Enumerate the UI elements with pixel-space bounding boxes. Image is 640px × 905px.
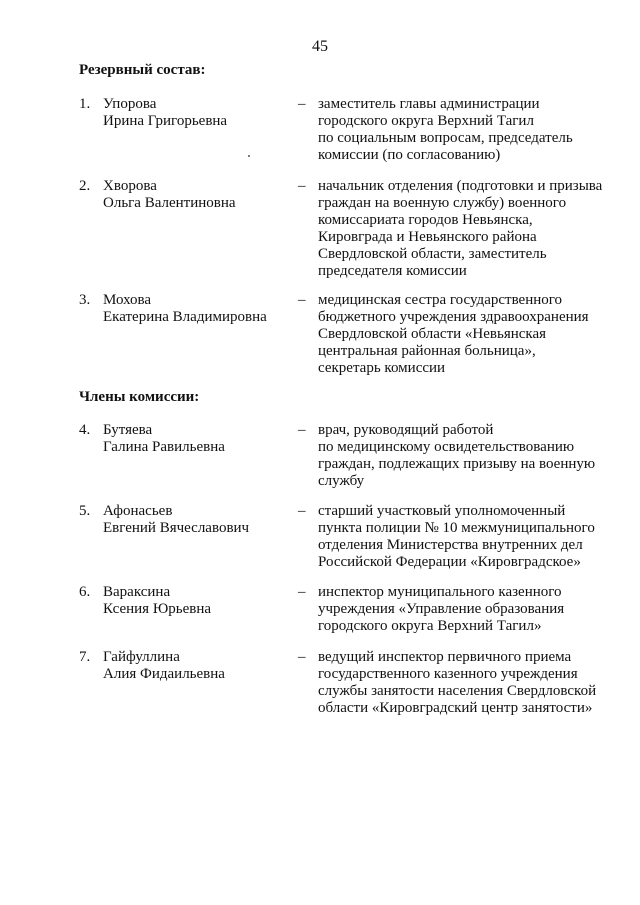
surname: Упорова	[103, 96, 157, 112]
item-number: 5.	[79, 503, 91, 519]
given-names: Алия Фидаильевна	[103, 666, 225, 682]
desc-line: государственного казенного учреждения	[318, 666, 578, 682]
person-name	[103, 178, 288, 212]
desc-line: начальник отделения (подготовки и призыва	[318, 178, 603, 194]
dash: –	[298, 422, 306, 438]
desc-line: пункта полиции № 10 межмуниципального	[318, 520, 595, 536]
dash: –	[298, 96, 306, 112]
desc-line: заместитель главы администрации	[318, 96, 540, 112]
position-description	[318, 649, 618, 717]
position-description	[318, 503, 618, 571]
person-name	[103, 584, 288, 618]
desc-line: инспектор муниципального казенного	[318, 584, 562, 600]
desc-line: старший участковый уполномоченный	[318, 503, 566, 519]
given-names: Екатерина Владимировна	[103, 309, 267, 325]
desc-line: Российской Федерации «Кировградское»	[318, 554, 581, 570]
surname: Вараксина	[103, 584, 171, 600]
section-heading-reserve: Резервный состав:	[79, 62, 206, 78]
desc-line: службу	[318, 473, 365, 489]
given-names: Ксения Юрьевна	[103, 601, 212, 617]
desc-line: медицинская сестра государственного	[318, 292, 563, 308]
item-number: 6.	[79, 584, 91, 600]
dash: –	[298, 178, 306, 194]
desc-line: Свердловской области, заместитель	[318, 246, 547, 262]
position-description	[318, 422, 618, 490]
surname: Бутяева	[103, 422, 153, 438]
desc-line: комиссии (по согласованию)	[318, 147, 501, 163]
dash: –	[298, 292, 306, 308]
position-description	[318, 178, 618, 280]
desc-line: по медицинскому освидетельствованию	[318, 439, 575, 455]
given-names: Галина Равильевна	[103, 439, 225, 455]
position-description	[318, 584, 618, 635]
given-names: Ирина Григорьевна	[103, 113, 228, 129]
surname: Афонасьев	[103, 503, 173, 519]
item-number: 7.	[79, 649, 91, 665]
given-names: Ольга Валентиновна	[103, 195, 236, 211]
dash: –	[298, 584, 306, 600]
desc-line: врач, руководящий работой	[318, 422, 494, 438]
item-number: 2.	[79, 178, 91, 194]
desc-line: бюджетного учреждения здравоохранения	[318, 309, 589, 325]
surname: Гайфуллина	[103, 649, 180, 665]
position-description	[318, 292, 618, 377]
desc-line: центральная районная больница»,	[318, 343, 536, 359]
given-names: Евгений Вячеславович	[103, 520, 250, 536]
desc-line: службы занятости населения Свердловской	[318, 683, 597, 699]
person-name	[103, 96, 288, 130]
desc-line: граждан, подлежащих призыву на военную	[318, 456, 596, 472]
desc-line: учреждения «Управление образования	[318, 601, 565, 617]
item-number: 3.	[79, 292, 91, 308]
dash: –	[298, 503, 306, 519]
desc-line: городского округа Верхний Тагил»	[318, 618, 542, 634]
item-number: 4.	[79, 422, 91, 438]
desc-line: городского округа Верхний Тагил	[318, 113, 534, 129]
desc-line: граждан на военную службу) военного	[318, 195, 567, 211]
section-heading-members: Члены комиссии:	[79, 389, 200, 405]
page-number: 45	[312, 38, 328, 55]
surname: Мохова	[103, 292, 152, 308]
desc-line: области «Кировградский центр занятости»	[318, 700, 593, 716]
desc-line: Кировграда и Невьянского района	[318, 229, 537, 245]
position-description	[318, 96, 618, 164]
person-name	[103, 422, 288, 456]
person-name	[103, 292, 288, 326]
person-name	[103, 503, 288, 537]
desc-line: председателя комиссии	[318, 263, 467, 279]
person-name	[103, 649, 288, 683]
surname: Хворова	[103, 178, 157, 194]
desc-line: по социальным вопросам, председатель	[318, 130, 573, 146]
desc-line: Свердловской области «Невьянская	[318, 326, 547, 342]
desc-line: комиссариата городов Невьянска,	[318, 212, 533, 228]
item-number: 1.	[79, 96, 91, 112]
desc-line: отделения Министерства внутренних дел	[318, 537, 583, 553]
scan-speck	[248, 155, 250, 157]
desc-line: секретарь комиссии	[318, 360, 446, 376]
desc-line: ведущий инспектор первичного приема	[318, 649, 572, 665]
dash: –	[298, 649, 306, 665]
